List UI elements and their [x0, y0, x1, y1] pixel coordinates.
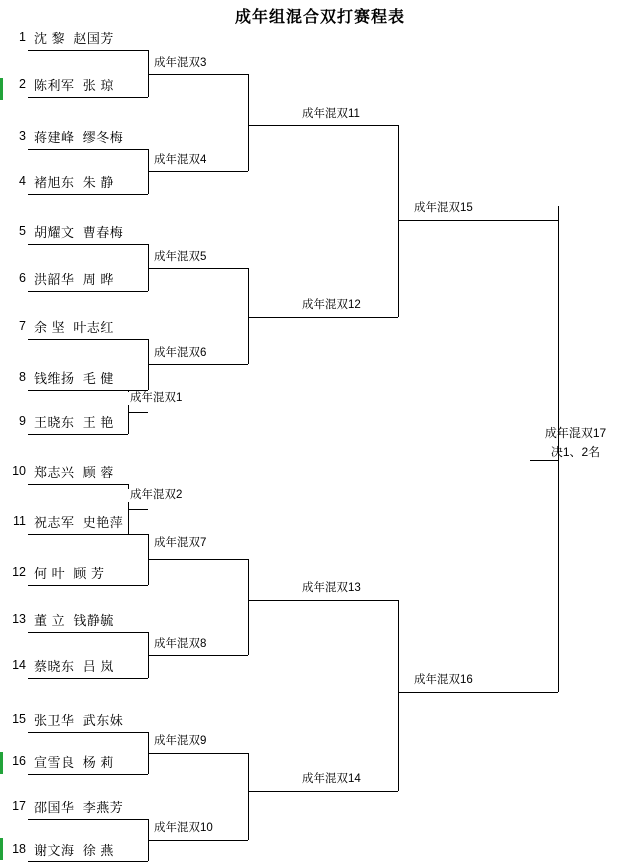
seed-name: 褚旭东 朱 静 [34, 174, 114, 190]
seed-number: 11 [13, 514, 26, 528]
seed-number: 14 [12, 658, 26, 672]
bracket-connector [530, 460, 558, 461]
seed-name: 王晓东 王 艳 [34, 414, 114, 430]
bracket-connector [148, 753, 248, 754]
bracket-connector [128, 412, 148, 413]
seed-line [28, 534, 148, 535]
bracket-connector [248, 74, 249, 171]
seed-number: 3 [19, 129, 26, 143]
list-item [4, 706, 123, 732]
match-label-m17: 成年混双17 [544, 426, 607, 440]
seed-line [28, 339, 148, 340]
match-label-m6: 成年混双6 [154, 347, 207, 359]
bracket-connector [148, 171, 248, 172]
seed-number: 7 [19, 319, 26, 333]
match-label-m5: 成年混双5 [154, 251, 207, 263]
bracket-connector [148, 268, 248, 269]
seed-line [28, 50, 148, 51]
seed-name: 谢文海 徐 燕 [34, 842, 114, 858]
match-label-m1: 成年混双1 [130, 392, 183, 404]
seed-name: 祝志军 史艳萍 [34, 514, 124, 530]
match-label-m2: 成年混双2 [130, 489, 183, 501]
bracket-connector [398, 220, 558, 221]
seed-number: 2 [19, 77, 26, 91]
seed-name: 陈利军 张 琼 [34, 77, 114, 93]
seed-number: 1 [19, 30, 26, 44]
match-label-m16: 成年混双16 [414, 674, 473, 686]
match-label-m10: 成年混双10 [154, 822, 213, 834]
match-label-m7: 成年混双7 [154, 537, 207, 549]
list-item [4, 458, 114, 484]
seed-line [28, 861, 148, 862]
list-item [4, 652, 114, 678]
bracket-connector [148, 655, 248, 656]
seed-line [28, 194, 148, 195]
seed-name: 钱维扬 毛 健 [34, 370, 114, 386]
bracket-connector [398, 692, 558, 693]
list-item [4, 168, 114, 194]
seed-number: 8 [19, 370, 26, 384]
list-item [4, 24, 114, 50]
bracket-connector [148, 364, 248, 365]
seed-name: 张卫华 武东妹 [34, 712, 124, 728]
seed-name: 沈 黎 赵国芳 [34, 30, 114, 46]
match-label-m12: 成年混双12 [302, 299, 361, 311]
bracket-connector [248, 125, 398, 126]
seed-line [28, 434, 128, 435]
seed-name: 宣雪良 杨 莉 [34, 754, 114, 770]
bracket-connector [398, 125, 399, 317]
list-item [4, 265, 114, 291]
row-marker [0, 78, 3, 100]
seed-line [28, 390, 148, 391]
list-item [4, 836, 114, 862]
seed-name: 余 坚 叶志红 [34, 319, 114, 335]
list-item [4, 364, 114, 390]
match-label-m9: 成年混双9 [154, 735, 207, 747]
list-item [4, 793, 123, 819]
seed-line [28, 149, 148, 150]
list-item [4, 508, 123, 534]
seed-line [28, 585, 148, 586]
seed-number: 17 [12, 799, 26, 813]
seed-number: 15 [12, 712, 26, 726]
bracket-connector [558, 206, 559, 207]
seed-name: 郑志兴 顾 蓉 [34, 464, 114, 480]
seed-number: 10 [12, 464, 26, 478]
match-label-m11: 成年混双11 [302, 108, 360, 120]
seed-name: 洪韶华 周 晔 [34, 271, 114, 287]
match-label-m15: 成年混双15 [414, 202, 473, 214]
list-item [4, 748, 114, 774]
seed-name: 蔡晓东 吕 岚 [34, 658, 114, 674]
list-item [4, 218, 123, 244]
match-label-m8: 成年混双8 [154, 638, 207, 650]
seed-line [28, 819, 148, 820]
bracket-connector [248, 600, 398, 601]
bracket-connector [148, 840, 248, 841]
bracket-connector [248, 559, 249, 655]
bracket-connector [148, 74, 248, 75]
row-marker [0, 752, 3, 774]
seed-line [28, 632, 148, 633]
final-rank-note: 决1、2名 [550, 445, 601, 459]
seed-line [28, 244, 148, 245]
seed-number: 16 [12, 754, 26, 768]
list-item [4, 559, 104, 585]
match-label-m14: 成年混双14 [302, 773, 361, 785]
bracket-connector [148, 559, 248, 560]
bracket-connector [248, 268, 249, 364]
seed-name: 邵国华 李燕芳 [34, 799, 124, 815]
list-item [4, 71, 114, 97]
bracket-connector [398, 600, 399, 791]
seed-line [28, 732, 148, 733]
bracket-connector [248, 753, 249, 840]
match-label-m3: 成年混双3 [154, 57, 207, 69]
seed-number: 13 [12, 612, 26, 626]
seed-number: 4 [19, 174, 26, 188]
list-item [4, 123, 123, 149]
seed-name: 胡耀文 曹春梅 [34, 224, 124, 240]
seed-line [28, 678, 148, 679]
seed-name: 董 立 钱静毓 [34, 612, 114, 628]
seed-number: 12 [12, 565, 26, 579]
seed-number: 6 [19, 271, 26, 285]
seed-line [28, 774, 148, 775]
seed-number: 5 [19, 224, 26, 238]
seed-line [28, 291, 148, 292]
list-item [4, 408, 114, 434]
seed-line [28, 484, 128, 485]
bracket-connector [248, 791, 398, 792]
seed-line [28, 97, 148, 98]
row-marker [0, 838, 3, 860]
list-item [4, 313, 114, 339]
page-title: 成年组混合双打赛程表 [234, 9, 405, 26]
bracket-connector [248, 317, 398, 318]
match-label-m4: 成年混双4 [154, 154, 207, 166]
seed-number: 18 [12, 842, 26, 856]
list-item [4, 606, 114, 632]
seed-number: 9 [19, 414, 26, 428]
seed-name: 蒋建峰 缪冬梅 [34, 129, 124, 145]
bracket-connector [128, 509, 148, 510]
match-label-m13: 成年混双13 [302, 582, 361, 594]
seed-name: 何 叶 顾 芳 [34, 565, 105, 581]
